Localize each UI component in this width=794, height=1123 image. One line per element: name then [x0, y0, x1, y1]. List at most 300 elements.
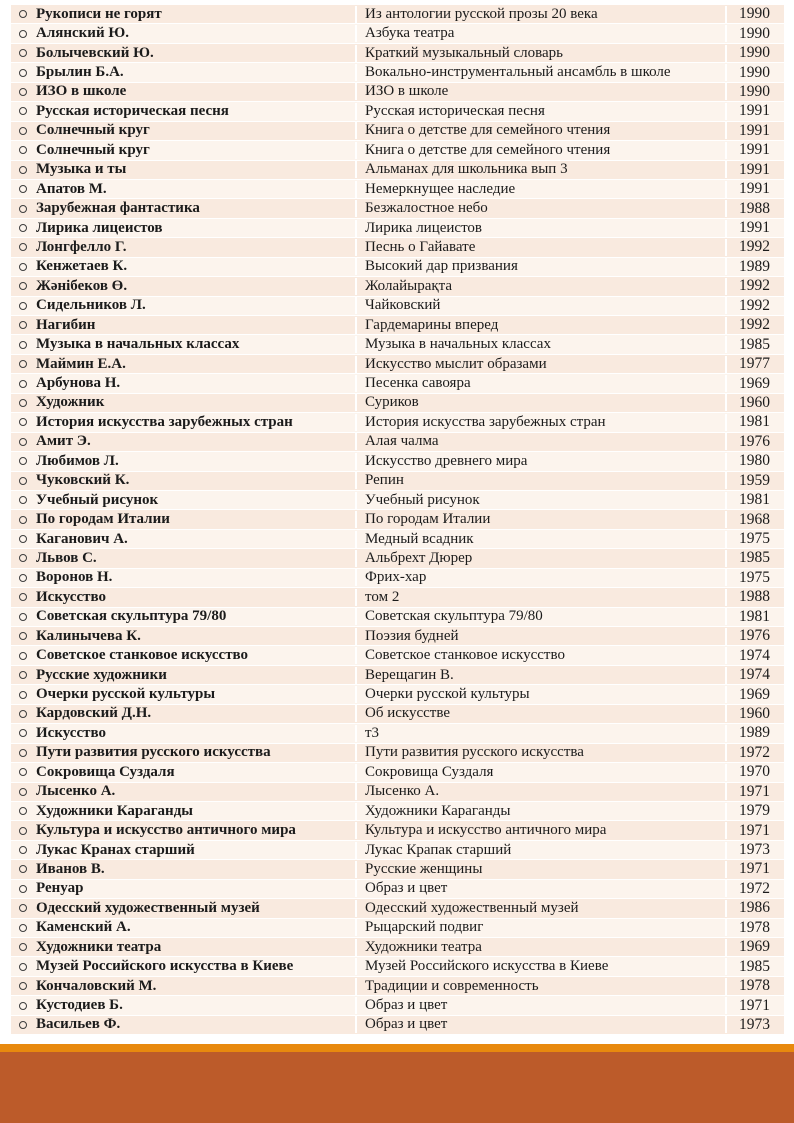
book-description: Пути развития русского искусства: [365, 744, 584, 761]
book-description-cell: [357, 628, 727, 645]
book-description-cell: [357, 705, 727, 722]
entry-title: Любимов Л.: [36, 452, 119, 469]
entry-title-cell: [11, 6, 357, 23]
entry-title: Музей Российского искусства в Киеве: [36, 958, 294, 975]
entry-title-cell: [11, 356, 357, 373]
table-row: [11, 238, 784, 257]
book-description-cell: [357, 375, 727, 392]
entry-title: Солнечный круг: [36, 141, 150, 158]
year-cell: [727, 608, 784, 626]
circle-bullet-icon: [19, 671, 27, 679]
year-cell: [727, 899, 784, 917]
book-table: [11, 5, 784, 1035]
year-value: 1992: [739, 316, 770, 334]
table-row: [11, 763, 784, 782]
year-value: 1976: [739, 627, 770, 645]
entry-title-cell: [11, 239, 357, 256]
entry-title: Брылин Б.А.: [36, 64, 124, 81]
circle-bullet-icon: [19, 535, 27, 543]
circle-bullet-icon: [19, 846, 27, 854]
year-value: 1992: [739, 296, 770, 314]
book-description: Песенка савояра: [365, 375, 471, 392]
table-row: [11, 374, 784, 393]
book-description-cell: [357, 647, 727, 664]
year-value: 1975: [739, 568, 770, 586]
entry-title-cell: [11, 608, 357, 625]
book-description: Азбука театра: [365, 25, 455, 42]
year-value: 1981: [739, 607, 770, 625]
table-row: [11, 841, 784, 860]
table-row: [11, 724, 784, 743]
circle-bullet-icon: [19, 904, 27, 912]
circle-bullet-icon: [19, 788, 27, 796]
entry-title-cell: [11, 569, 357, 586]
entry-title-cell: [11, 1016, 357, 1033]
year-cell: [727, 938, 784, 956]
entry-title: Художники театра: [36, 938, 162, 955]
circle-bullet-icon: [19, 243, 27, 251]
year-cell: [727, 530, 784, 548]
year-value: 1978: [739, 977, 770, 995]
entry-title-cell: [11, 375, 357, 392]
entry-title-cell: [11, 181, 357, 198]
circle-bullet-icon: [19, 710, 27, 718]
book-description: Альманах для школьника вып 3: [365, 161, 568, 178]
table-row: [11, 821, 784, 840]
entry-title: Кенжетаев К.: [36, 258, 128, 275]
year-cell: [727, 141, 784, 159]
table-row: [11, 996, 784, 1015]
entry-title: Сокровища Суздаля: [36, 763, 175, 780]
circle-bullet-icon: [19, 146, 27, 154]
circle-bullet-icon: [19, 341, 27, 349]
table-row: [11, 297, 784, 316]
book-description-cell: [357, 880, 727, 897]
entry-title: По городам Италии: [36, 511, 170, 528]
table-row: [11, 258, 784, 277]
entry-title-cell: [11, 764, 357, 781]
entry-title: Лирика лицеистов: [36, 219, 163, 236]
year-cell: [727, 724, 784, 742]
book-description: Лирика лицеистов: [365, 219, 483, 236]
book-description-cell: [357, 725, 727, 742]
circle-bullet-icon: [19, 1021, 27, 1029]
year-value: 1973: [739, 841, 770, 859]
entry-title: Советское станковое искусство: [36, 647, 249, 664]
book-description-cell: [357, 220, 727, 237]
entry-title-cell: [11, 336, 357, 353]
year-cell: [727, 336, 784, 354]
book-description: Песнь о Гайавате: [365, 238, 476, 255]
year-cell: [727, 686, 784, 704]
year-value: 1974: [739, 666, 770, 684]
year-value: 1986: [739, 899, 770, 917]
book-description: Суриков: [365, 394, 419, 411]
circle-bullet-icon: [19, 30, 27, 38]
year-value: 1971: [739, 860, 770, 878]
entry-title-cell: [11, 667, 357, 684]
entry-title: Апатов М.: [36, 180, 107, 197]
year-cell: [727, 472, 784, 490]
circle-bullet-icon: [19, 807, 27, 815]
book-description-cell: [357, 919, 727, 936]
entry-title: Иванов В.: [36, 860, 105, 877]
circle-bullet-icon: [19, 554, 27, 562]
entry-title: Сидельников Л.: [36, 297, 146, 314]
year-value: 1990: [739, 5, 770, 23]
table-row: [11, 219, 784, 238]
book-description: Сокровища Суздаля: [365, 763, 494, 780]
book-description: Очерки русской культуры: [365, 686, 530, 703]
entry-title-cell: [11, 472, 357, 489]
year-value: 1991: [739, 160, 770, 178]
year-value: 1980: [739, 452, 770, 470]
year-cell: [727, 802, 784, 820]
book-description: Краткий музыкальный словарь: [365, 44, 564, 61]
book-description: Книга о детстве для семейного чтения: [365, 122, 611, 139]
book-description-cell: [357, 608, 727, 625]
entry-title-cell: [11, 686, 357, 703]
entry-title: Учебный рисунок: [36, 491, 159, 508]
entry-title: Алянский Ю.: [36, 25, 129, 42]
table-row: [11, 899, 784, 918]
year-cell: [727, 958, 784, 976]
table-row: [11, 316, 784, 335]
book-description-cell: [357, 258, 727, 275]
book-description-cell: [357, 336, 727, 353]
entry-title-cell: [11, 453, 357, 470]
table-row: [11, 180, 784, 199]
book-description: Культура и искусство античного мира: [365, 822, 607, 839]
year-cell: [727, 841, 784, 859]
year-cell: [727, 413, 784, 431]
year-value: 1990: [739, 63, 770, 81]
book-description: Учебный рисунок: [365, 491, 480, 508]
footer-band: [0, 1052, 794, 1123]
circle-bullet-icon: [19, 418, 27, 426]
year-cell: [727, 355, 784, 373]
entry-title-cell: [11, 861, 357, 878]
year-value: 1960: [739, 393, 770, 411]
entry-title: Маймин Е.А.: [36, 355, 126, 372]
table-row: [11, 569, 784, 588]
circle-bullet-icon: [19, 574, 27, 582]
year-cell: [727, 394, 784, 412]
entry-title: Художник: [36, 394, 105, 411]
year-value: 1991: [739, 121, 770, 139]
book-description: Безжалостное небо: [365, 200, 488, 217]
year-cell: [727, 44, 784, 62]
book-description: Музей Российского искусства в Киеве: [365, 958, 609, 975]
table-row: [11, 83, 784, 102]
entry-title: Каганович А.: [36, 530, 128, 547]
year-value: 1992: [739, 277, 770, 295]
circle-bullet-icon: [19, 496, 27, 504]
entry-title: Лысенко А.: [36, 783, 116, 800]
entry-title-cell: [11, 958, 357, 975]
table-row: [11, 5, 784, 24]
year-value: 1971: [739, 782, 770, 800]
entry-title: Одесский художественный музей: [36, 899, 260, 916]
year-value: 1971: [739, 821, 770, 839]
book-description: Рыцарский подвиг: [365, 919, 484, 936]
entry-title: Русская историческая песня: [36, 102, 229, 119]
table-row: [11, 102, 784, 121]
book-description: т3: [365, 724, 380, 741]
year-cell: [727, 122, 784, 140]
entry-title: Арбунова Н.: [36, 375, 121, 392]
table-row: [11, 472, 784, 491]
entry-title: Амит Э.: [36, 433, 91, 450]
book-description: Немеркнущее наследие: [365, 180, 516, 197]
circle-bullet-icon: [19, 224, 27, 232]
book-description-cell: [357, 1016, 727, 1033]
year-cell: [727, 977, 784, 995]
table-row: [11, 44, 784, 63]
book-description-cell: [357, 667, 727, 684]
book-description: Художники театра: [365, 938, 482, 955]
year-cell: [727, 433, 784, 451]
table-row: [11, 977, 784, 996]
circle-bullet-icon: [19, 321, 27, 329]
year-value: 1972: [739, 743, 770, 761]
circle-bullet-icon: [19, 768, 27, 776]
entry-title: Художники Караганды: [36, 802, 194, 819]
year-value: 1988: [739, 199, 770, 217]
book-description: Поэзия будней: [365, 627, 459, 644]
book-description: Лысенко А.: [365, 783, 440, 800]
year-cell: [727, 647, 784, 665]
year-value: 1981: [739, 491, 770, 509]
book-description: Лукас Крапак старший: [365, 841, 512, 858]
circle-bullet-icon: [19, 613, 27, 621]
year-value: 1974: [739, 646, 770, 664]
entry-title: Болычевский Ю.: [36, 44, 154, 61]
book-description-cell: [357, 744, 727, 761]
book-description-cell: [357, 317, 727, 334]
circle-bullet-icon: [19, 982, 27, 990]
book-description-cell: [357, 686, 727, 703]
circle-bullet-icon: [19, 69, 27, 77]
year-value: 1985: [739, 957, 770, 975]
entry-title-cell: [11, 705, 357, 722]
entry-title: Искусство: [36, 588, 106, 605]
entry-title-cell: [11, 45, 357, 62]
year-value: 1979: [739, 802, 770, 820]
year-value: 1978: [739, 918, 770, 936]
entry-title-cell: [11, 83, 357, 100]
circle-bullet-icon: [19, 749, 27, 757]
book-description-cell: [357, 783, 727, 800]
entry-title: Жәнібеков Ө.: [36, 277, 128, 294]
book-description-cell: [357, 394, 727, 411]
entry-title: Васильев Ф.: [36, 1016, 121, 1033]
circle-bullet-icon: [19, 166, 27, 174]
entry-title-cell: [11, 880, 357, 897]
book-description-cell: [357, 6, 727, 23]
entry-title-cell: [11, 589, 357, 606]
year-cell: [727, 200, 784, 218]
book-description-cell: [357, 531, 727, 548]
table-row: [11, 744, 784, 763]
table-row: [11, 413, 784, 432]
year-cell: [727, 491, 784, 509]
year-value: 1969: [739, 685, 770, 703]
book-description-cell: [357, 122, 727, 139]
year-value: 1969: [739, 938, 770, 956]
book-description: По городам Италии: [365, 511, 491, 528]
table-row: [11, 666, 784, 685]
entry-title-cell: [11, 220, 357, 237]
circle-bullet-icon: [19, 632, 27, 640]
circle-bullet-icon: [19, 88, 27, 96]
entry-title-cell: [11, 900, 357, 917]
table-row: [11, 705, 784, 724]
year-cell: [727, 783, 784, 801]
table-row: [11, 802, 784, 821]
year-cell: [727, 180, 784, 198]
book-description-cell: [357, 939, 727, 956]
book-description-cell: [357, 297, 727, 314]
table-row: [11, 491, 784, 510]
circle-bullet-icon: [19, 185, 27, 193]
table-row: [11, 608, 784, 627]
year-value: 1992: [739, 238, 770, 256]
book-description: Жолайырақта: [365, 277, 453, 294]
circle-bullet-icon: [19, 593, 27, 601]
table-row: [11, 452, 784, 471]
book-description-cell: [357, 103, 727, 120]
circle-bullet-icon: [19, 107, 27, 115]
book-description-cell: [357, 958, 727, 975]
circle-bullet-icon: [19, 477, 27, 485]
book-description-cell: [357, 45, 727, 62]
year-cell: [727, 238, 784, 256]
book-description: Образ и цвет: [365, 1016, 448, 1033]
entry-title: Пути развития русского искусства: [36, 744, 271, 761]
book-description-cell: [357, 356, 727, 373]
year-cell: [727, 569, 784, 587]
table-row: [11, 646, 784, 665]
entry-title-cell: [11, 25, 357, 42]
book-description-cell: [357, 511, 727, 528]
circle-bullet-icon: [19, 127, 27, 135]
entry-title-cell: [11, 492, 357, 509]
year-value: 1990: [739, 44, 770, 62]
book-description-cell: [357, 589, 727, 606]
entry-title: Искусство: [36, 724, 106, 741]
book-description: Из антологии русской прозы 20 века: [365, 5, 598, 22]
book-description: Образ и цвет: [365, 880, 448, 897]
table-row: [11, 122, 784, 141]
entry-title-cell: [11, 628, 357, 645]
entry-title: Нагибин: [36, 316, 96, 333]
circle-bullet-icon: [19, 302, 27, 310]
book-description-cell: [357, 25, 727, 42]
table-row: [11, 588, 784, 607]
entry-title-cell: [11, 822, 357, 839]
entry-title-cell: [11, 414, 357, 431]
book-description: Музыка в начальных классах: [365, 336, 551, 353]
entry-title: Солнечный круг: [36, 122, 150, 139]
circle-bullet-icon: [19, 263, 27, 271]
entry-title: ИЗО в школе: [36, 83, 127, 100]
year-value: 1989: [739, 257, 770, 275]
year-value: 1991: [739, 180, 770, 198]
table-row: [11, 161, 784, 180]
book-description: Советское станковое искусство: [365, 647, 565, 664]
book-description: Об искусстве: [365, 705, 450, 722]
circle-bullet-icon: [19, 399, 27, 407]
table-row: [11, 530, 784, 549]
year-cell: [727, 375, 784, 393]
entry-title: Кончаловский М.: [36, 977, 157, 994]
year-cell: [727, 627, 784, 645]
year-cell: [727, 258, 784, 276]
book-description-cell: [357, 414, 727, 431]
book-description: Репин: [365, 472, 404, 489]
entry-title-cell: [11, 103, 357, 120]
table-row: [11, 1016, 784, 1035]
book-description: Традиции и современность: [365, 977, 539, 994]
entry-title: Музыка в начальных классах: [36, 336, 240, 353]
entry-title-cell: [11, 122, 357, 139]
year-cell: [727, 880, 784, 898]
entry-title-cell: [11, 531, 357, 548]
entry-title-cell: [11, 647, 357, 664]
year-value: 1968: [739, 510, 770, 528]
year-cell: [727, 316, 784, 334]
book-description: Фрих-хар: [365, 569, 427, 586]
entry-title: Рукописи не горят: [36, 5, 162, 22]
book-description-cell: [357, 161, 727, 178]
book-description-cell: [357, 142, 727, 159]
year-cell: [727, 102, 784, 120]
entry-title: Культура и искусство античного мира: [36, 822, 296, 839]
entry-title-cell: [11, 142, 357, 159]
year-value: 1975: [739, 530, 770, 548]
year-value: 1990: [739, 82, 770, 100]
year-cell: [727, 25, 784, 43]
circle-bullet-icon: [19, 360, 27, 368]
entry-title-cell: [11, 161, 357, 178]
book-description: Гардемарины вперед: [365, 316, 499, 333]
book-description: Советская скульптура 79/80: [365, 608, 543, 625]
year-cell: [727, 997, 784, 1015]
book-description: том 2: [365, 588, 400, 605]
book-description-cell: [357, 803, 727, 820]
entry-title: Лонгфелло Г.: [36, 238, 127, 255]
year-cell: [727, 1016, 784, 1034]
table-row: [11, 24, 784, 43]
year-value: 1990: [739, 24, 770, 42]
circle-bullet-icon: [19, 1002, 27, 1010]
table-row: [11, 63, 784, 82]
year-cell: [727, 83, 784, 101]
entry-title-cell: [11, 297, 357, 314]
entry-title: Каменский А.: [36, 919, 131, 936]
year-value: 1981: [739, 413, 770, 431]
entry-title: Чуковский К.: [36, 472, 130, 489]
circle-bullet-icon: [19, 963, 27, 971]
table-row: [11, 685, 784, 704]
circle-bullet-icon: [19, 516, 27, 524]
year-cell: [727, 919, 784, 937]
table-row: [11, 957, 784, 976]
entry-title: История искусства зарубежных стран: [36, 413, 293, 430]
year-cell: [727, 763, 784, 781]
year-cell: [727, 161, 784, 179]
